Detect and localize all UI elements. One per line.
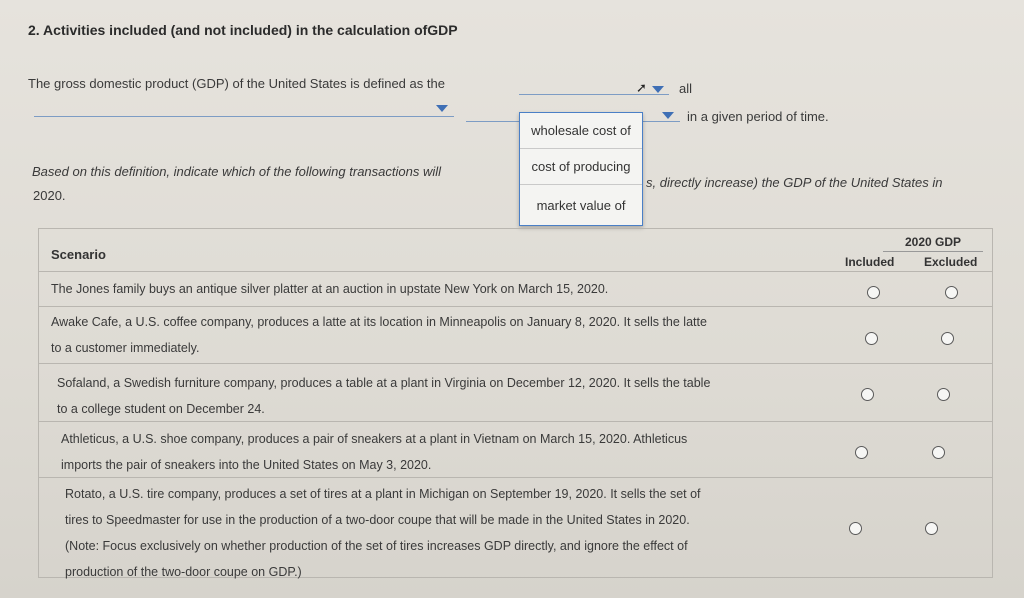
dropdown-arrow-icon[interactable] [436, 105, 448, 112]
instruction-text: Based on this definition, indicate which of the following transactions will [32, 164, 442, 179]
included-radio[interactable] [865, 332, 878, 345]
dropdown-arrow-icon[interactable] [652, 86, 664, 93]
scenario-text: Athleticus, a U.S. shoe company, produces a pair of sneakers at a plant in Vietnam on March 15, 2020. Athleticus imports the pair of sneakers into the United States on May 3, 2020. [61, 432, 688, 472]
dropdown-menu[interactable] [519, 112, 643, 226]
scenario-table [38, 228, 993, 578]
included-header: Included [845, 255, 895, 269]
scenario-text: Sofaland, a Swedish furniture company, produces a table at a plant in Virginia on December 12, 2020. It sells the table to a college student on December 24. [57, 376, 711, 416]
gdp-header: 2020 GDP [883, 235, 983, 252]
definition-all-text: all [679, 81, 693, 96]
instruction-year: 2020. [33, 188, 66, 203]
included-radio[interactable] [855, 446, 868, 459]
scenario-text: Rotato, a U.S. tire company, produces a set of tires at a plant in Michigan on September 19, 2020. It sells the set of tires to Speedmaster for use in the production of a two-door coupe that will be made in the United States in 2020. (Note: Focus exclusively on whether production of the set of tires increases GDP directly, and ignore the effect of production of the two-door coupe on GDP.) [65, 487, 701, 579]
dropdown-arrow-icon[interactable] [662, 112, 674, 119]
instruction-text-continued: s, directly increase) the GDP of the United States in [646, 175, 943, 190]
included-radio[interactable] [861, 388, 874, 401]
definition-suffix-text: in a given period of time. [687, 109, 829, 124]
excluded-header: Excluded [924, 255, 978, 269]
dropdown-option[interactable]: cost of producing [520, 149, 642, 185]
included-radio[interactable] [849, 522, 862, 535]
excluded-radio[interactable] [941, 332, 954, 345]
dropdown-option[interactable]: market value of [536, 197, 626, 213]
scenario-header: Scenario [51, 247, 106, 262]
question-heading: 2. Activities included (and not included) in the calculation ofGDP [28, 22, 458, 38]
table-row [39, 477, 992, 578]
excluded-radio[interactable] [945, 286, 958, 299]
table-row [39, 363, 992, 422]
scenario-text: Awake Cafe, a U.S. coffee company, produces a latte at its location in Minneapolis on January 8, 2020. It sells the latte to a customer immediately. [51, 315, 707, 355]
included-radio[interactable] [867, 286, 880, 299]
mouse-cursor-icon: ➚ [636, 80, 647, 95]
table-row [39, 306, 992, 364]
dropdown-option[interactable]: wholesale cost of [520, 113, 642, 149]
table-row [39, 271, 992, 307]
definition-text: The gross domestic product (GDP) of the United States is defined as the [28, 76, 445, 91]
scenario-text: The Jones family buys an antique silver platter at an auction in upstate New York on March 15, 2020. [51, 282, 609, 296]
table-row [39, 421, 992, 478]
definition-blank-2[interactable] [34, 116, 454, 117]
excluded-radio[interactable] [937, 388, 950, 401]
excluded-radio[interactable] [925, 522, 938, 535]
excluded-radio[interactable] [932, 446, 945, 459]
